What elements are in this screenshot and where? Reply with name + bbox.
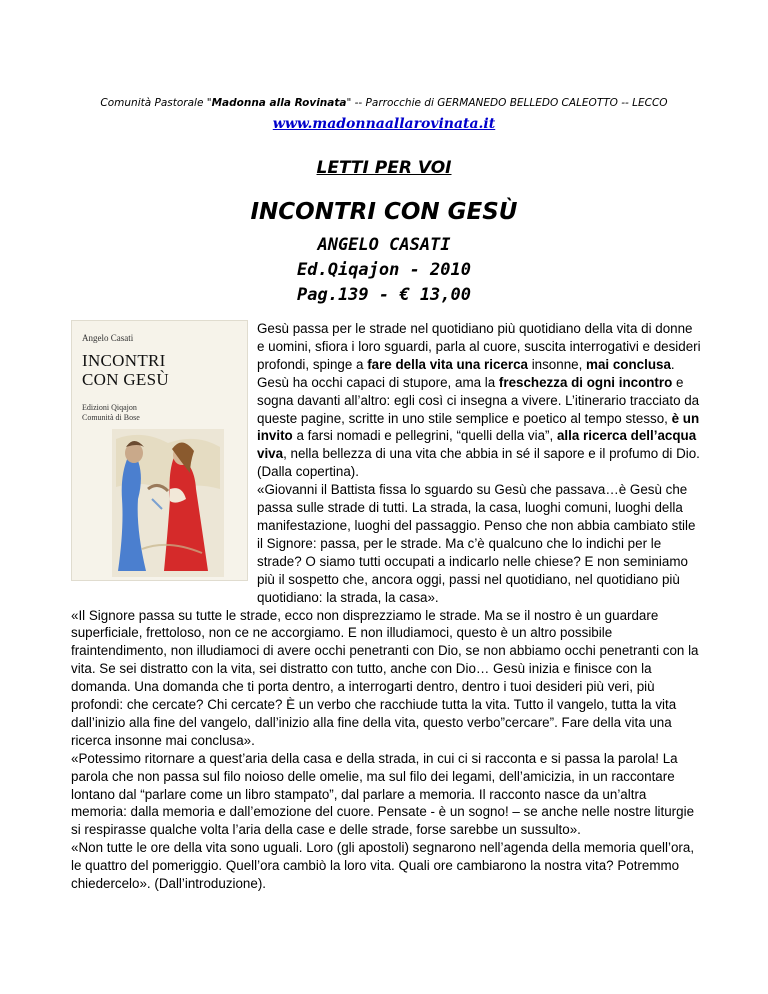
parish-name: Madonna alla Rovinata: [211, 97, 347, 109]
cover-title: INCONTRI CON GESÙ: [82, 351, 169, 389]
book-publisher: Ed.Qiqajon - 2010: [297, 260, 471, 280]
review-body: [71, 320, 701, 893]
paragraph-quote: «Il Signore passa su tutte le strade, ecco non disprezziamo le strade. Ma se il nostro è un guardare superficiale, frettoloso, non ce ne accorgiamo. E non illudiamoci, questo è un altro possibile fraintendimento, non illudiamoci di avere occhi penetranti con Dio, se non abbiamo occhi penetranti con la vita. Se sei distratto con la vita, sei distratto con tutto, anche con Dio… Gesù inizia e finisce con la domanda. Una domanda che ti porta dentro, a interrogarti dentro, dentro i tuoi desideri più veri, più profondi: che cercate? Chi cercate? È un verbo che racchiude tutta la vita. Tutto il vangelo, tutta la vita dall’inizio alla fine del vangelo, dall’inizio alla fine della vita, questo verbo”cercare”. Fare della vita una ricerca insonne mai conclusa».: [71, 607, 699, 748]
section-title: LETTI PER VOI: [316, 158, 452, 178]
parish-header: Comunità Pastorale "Madonna alla Rovinata" -- Parrocchie di GERMANEDO BELLEDO CALEOTTO -- LECCO: [100, 97, 668, 109]
paragraph-intro: Gesù passa per le strade nel quotidiano più quotidiano della vita di donne e uomini, sfiora i loro sguardi, parla al cuore, suscita interrogativi e desideri profondi, spinge a fare della vita una ricerca insonne, mai conclusa. Gesù ha occhi capaci di stupore, ama la freschezza di ogni incontro e sogna davanti all’altro: egli così ci insegna a vivere. L’itinerario tracciato da queste pagine, scritte in uno stile semplice e poetico al tempo stesso, è un invito a farsi nomadi e pellegrini, “quelli della via”, alla ricerca dell’acqua viva, nella bellezza di una vita che abbia in sé il sapore e il profumo di Dio. (Dalla copertina).: [257, 321, 701, 480]
book-pages-price: Pag.139 - € 13,00: [297, 285, 471, 305]
cover-publisher: Edizioni Qiqajon Comunità di Bose: [82, 403, 140, 422]
book-author: ANGELO CASATI: [317, 235, 451, 255]
cover-author: Angelo Casati: [82, 333, 134, 343]
paragraph-quote: «Potessimo ritornare a quest’aria della casa e della strada, in cui ci si racconta e si passa la parola! La parola che non passa sul filo noioso delle omelie, ma sul filo dei legami, dell’amicizia, in un raccontare lontano dal “parlare come un libro stampato”, dal parlare a memoria. Il racconto nasce da un’altra memoria: dalla memoria e dall’emozione del cuore. Pensate - è un sogno! – se anche nelle nostre liturgie si respirasse qualche volta l’aria della case e delle strade, forse sarebbe un sussulto».: [71, 750, 695, 838]
paragraph-quote: «Giovanni il Battista fissa lo sguardo su Gesù che passava…è Gesù che passa sulle strade di tutti. La strada, la casa, luoghi comuni, luoghi della manifestazione, luoghi del passaggio. Penso che non abbia cambiato stile il Signore: passa, per le strade. Ma c’è qualcuno che lo indichi per le strade? O siamo tutti occupati a indicarlo nelle chiese? E non seminiamo più il sospetto che, ancora oggi, passi nel quotidiano, nel quotidiano più quotidiano: la strada, la casa».: [257, 482, 696, 605]
paragraph-quote: «Non tutte le ore della vita sono uguali. Loro (gli apostoli) segnarono nell’agenda della memoria quell’ora, le quattro del pomeriggio. Quell’ora cambiò la loro vita. Quali ore cambiarono la nostra vita? Potremmo chiedercelo». (Dall’introduzione).: [71, 840, 695, 892]
website-link[interactable]: www.madonnaallarovinata.it: [272, 116, 496, 132]
book-title: INCONTRI CON GESÙ: [250, 199, 518, 225]
